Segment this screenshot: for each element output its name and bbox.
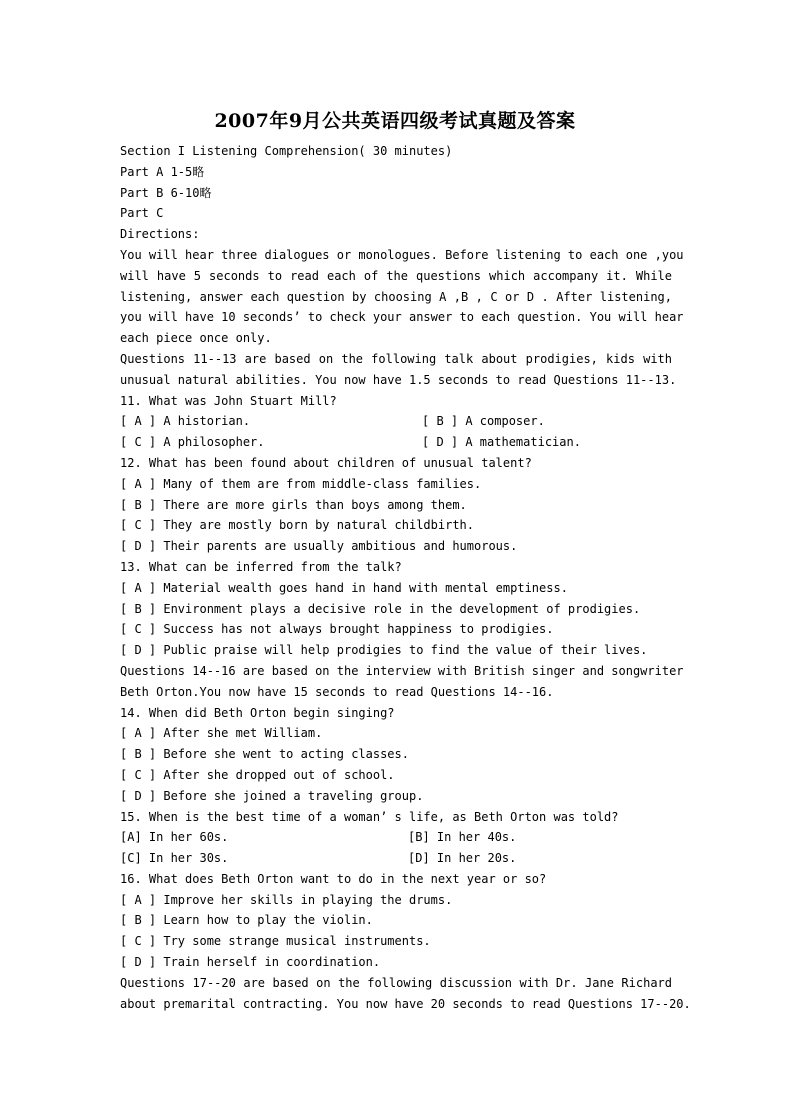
intro-14-16-line: Beth Orton.You now have 15 seconds to read Questions 14--16. <box>120 684 554 699</box>
q11-option-c: [ C ] A philosopher. <box>120 435 265 450</box>
q11-options-row-2 <box>120 432 672 453</box>
q15-option-b: [B] In her 40s. <box>408 830 517 845</box>
q16-option-b: [ B ] Learn how to play the violin. <box>120 913 373 928</box>
q12-option-a: [ A ] Many of them are from middle-class families. <box>120 476 482 491</box>
part-c-heading: Part C <box>120 206 164 221</box>
directions-line: You will hear three dialogues or monologues. Before listening to each one ,you <box>120 247 684 262</box>
q12-option-c: [ C ] They are mostly born by natural childbirth. <box>120 518 475 533</box>
q13-option-b: [ B ] Environment plays a decisive role in the development of prodigies. <box>120 601 641 616</box>
question-16: 16. What does Beth Orton want to do in the next year or so? <box>120 871 547 886</box>
q13-option-a: [ A ] Material wealth goes hand in hand with mental emptiness. <box>120 580 568 595</box>
directions-label: Directions: <box>120 227 200 242</box>
q13-option-c: [ C ] Success has not always brought happiness to prodigies. <box>120 622 554 637</box>
q15-option-c: [C] In her 30s. <box>120 851 229 866</box>
directions-line: you will have 10 seconds’ to check your answer to each question. You will hear <box>120 310 684 325</box>
q14-option-d: [ D ] Before she joined a traveling group. <box>120 788 424 803</box>
section-heading: Section I Listening Comprehension( 30 minutes) <box>120 144 453 158</box>
q16-option-a: [ A ] Improve her skills in playing the drums. <box>120 892 453 907</box>
part-b-heading: Part B 6-10略 <box>120 185 212 200</box>
document-title: 2007年9月公共英语四级考试真题及答案 <box>214 110 576 132</box>
directions-line: will have 5 seconds to read each of the questions which accompany it. While <box>120 268 672 283</box>
q12-option-b: [ B ] There are more girls than boys among them. <box>120 497 467 512</box>
q12-option-d: [ D ] Their parents are usually ambitious and humorous. <box>120 539 518 554</box>
q11-options-row-1 <box>120 411 672 432</box>
q13-option-d: [ D ] Public praise will help prodigies to find the value of their lives. <box>120 643 648 658</box>
question-11: 11. What was John Stuart Mill? <box>120 393 337 408</box>
question-12: 12. What has been found about children of unusual talent? <box>120 455 532 470</box>
q14-option-c: [ C ] After she dropped out of school. <box>120 767 395 782</box>
q16-option-d: [ D ] Train herself in coordination. <box>120 955 381 970</box>
q11-option-a: [ A ] A historian. <box>120 414 251 429</box>
q16-option-c: [ C ] Try some strange musical instruments. <box>120 934 431 949</box>
q11-option-d: [ D ] A mathematician. <box>422 435 581 450</box>
directions-line: each piece once only. <box>120 331 272 346</box>
q15-options-row-2 <box>120 848 672 869</box>
q11-option-b: [ B ] A composer. <box>422 414 545 429</box>
part-a-heading: Part A 1-5略 <box>120 164 205 179</box>
question-14: 14. When did Beth Orton begin singing? <box>120 705 395 720</box>
intro-17-20-line: Questions 17--20 are based on the following discussion with Dr. Jane Richard <box>120 975 672 990</box>
intro-11-13-line: unusual natural abilities. You now have 1.5 seconds to read Questions 11--13. <box>120 372 677 387</box>
q15-options-row-1 <box>120 827 672 848</box>
directions-line: listening, answer each question by choosing A ,B , C or D . After listening, <box>120 289 672 304</box>
document-body <box>120 141 691 1014</box>
intro-14-16-line: Questions 14--16 are based on the interview with British singer and songwriter <box>120 663 684 678</box>
intro-17-20-line: about premarital contracting. You now have 20 seconds to read Questions 17--20. <box>120 996 691 1011</box>
question-13: 13. What can be inferred from the talk? <box>120 559 402 574</box>
intro-11-13-line: Questions 11--13 are based on the following talk about prodigies, kids with <box>120 351 672 366</box>
q15-option-a: [A] In her 60s. <box>120 830 229 845</box>
q14-option-b: [ B ] Before she went to acting classes. <box>120 747 409 762</box>
q14-option-a: [ A ] After she met William. <box>120 726 323 741</box>
question-15: 15. When is the best time of a woman’ s life, as Beth Orton was told? <box>120 809 619 824</box>
q15-option-d: [D] In her 20s. <box>408 851 517 866</box>
